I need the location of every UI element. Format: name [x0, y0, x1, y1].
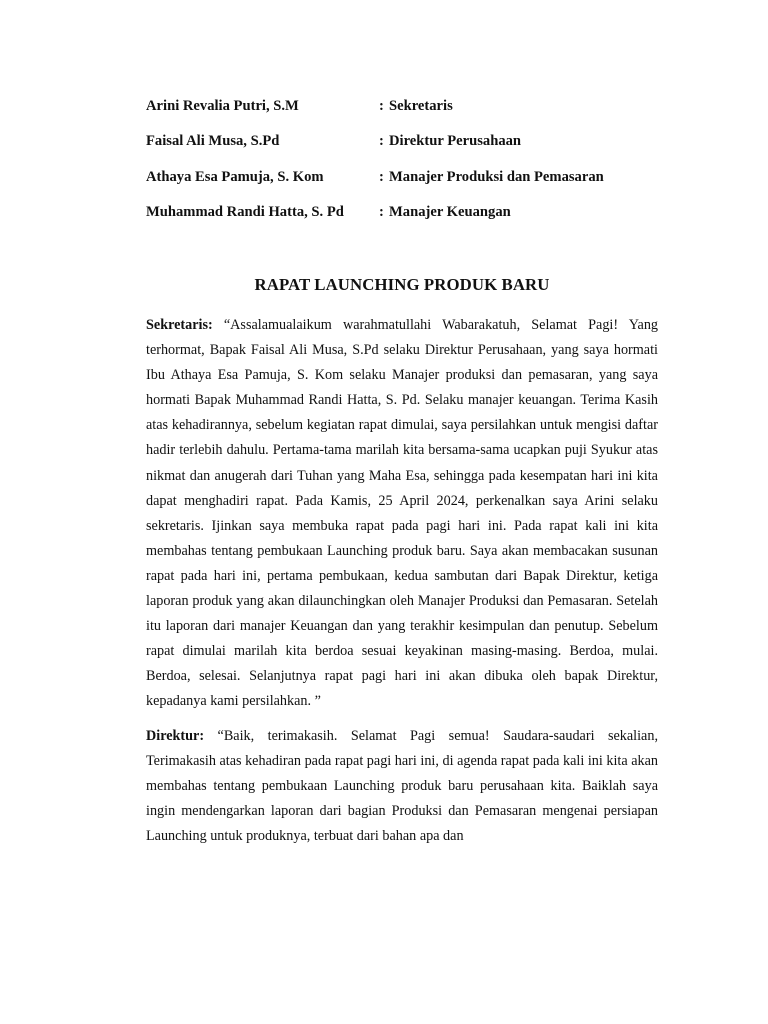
- speaker-label: Direktur:: [146, 727, 205, 744]
- attendee-name: Arini Revalia Putri, S.M: [146, 98, 299, 114]
- attendee-name: Athaya Esa Pamuja, S. Kom: [146, 168, 324, 185]
- attendee-row: [146, 98, 666, 133]
- speech-text: “Assalamualaikum warahmatullahi Wabarakatuh, Selamat Pagi! Yang terhormat, Bapak Faisal Ali Musa, S.Pd selaku Direktur Perusahaan, yang saya hormati Ibu Athaya Esa Pamuja, S. Kom selaku Manajer produksi dan pemasaran, yang saya hormati Bapak Muhammad Randi Hatta, S. Pd. Selaku manajer keuangan. Terima Kasih atas kehadirannya, sebelum kegiatan rapat dimulai, saya persilahkan untuk mengisi daftar hadir terlebih dahulu. Pertama-tama marilah kita bersama-sama ucapkan puji Syukur atas nikmat dan anugerah dari Tuhan yang Maha Esa, sehingga pada kesempatan hari ini kita dapat menghadiri rapat. Pada Kamis, 25 April 2024, perkenalkan saya Arini selaku sekretaris. Ijinkan saya membuka rapat pada pagi hari ini. Pada rapat kali ini kita membahas tentang pembukaan Launching produk baru. Saya akan membacakan susunan rapat pada hari ini, pertama pembukaan, kedua sambutan dari Bapak Direktur, ketiga laporan produk yang akan dilaunchingkan oleh Manajer Produksi dan Pemasaran. Setelah itu laporan dari manajer Keuangan dan yang terakhir kesimpulan dan penutup. Sebelum rapat dimulai marilah kita berdoa sesuai keyakinan masing-masing. Berdoa, mulai. Berdoa, selesai. Selanjutnya rapat pagi hari ini akan dibuka oleh bapak Direktur, kepadanya kami persilahkan. ”: [146, 317, 659, 710]
- attendee-name: Faisal Ali Musa, S.Pd: [146, 133, 280, 150]
- transcript-paragraph-direktur: [146, 724, 658, 849]
- attendee-list: [146, 98, 666, 239]
- attendee-separator: :: [379, 203, 384, 220]
- attendee-row: [146, 169, 666, 204]
- attendee-role: Direktur Perusahaan: [389, 133, 522, 150]
- meeting-transcript: [146, 313, 658, 858]
- attendee-role: Manajer Produksi dan Pemasaran: [389, 168, 604, 185]
- attendee-row: [146, 133, 666, 168]
- transcript-paragraph-sekretaris: [146, 313, 658, 715]
- speech-text: “Baik, terimakasih. Selamat Pagi semua! Saudara-saudari sekalian, Terimakasih atas kehadiran pada rapat pagi hari ini, di agenda rapat pada kali ini kita akan membahas tentang pembukaan Launching produk baru perusahaan kita. Baiklah saya ingin mendengarkan laporan dari bagian Produksi dan Pemasaran mengenai persiapan Launching untuk produknya, terbuat dari bahan apa dan: [146, 727, 658, 844]
- attendee-separator: :: [379, 168, 384, 185]
- attendee-role: Manajer Keuangan: [389, 203, 511, 220]
- document-title: RAPAT LAUNCHING PRODUK BARU: [254, 275, 550, 294]
- attendee-role: Sekretaris: [389, 98, 453, 114]
- attendee-name: Muhammad Randi Hatta, S. Pd: [146, 203, 344, 220]
- attendee-separator: :: [379, 98, 384, 114]
- attendee-separator: :: [379, 133, 384, 150]
- attendee-row: [146, 204, 666, 239]
- speaker-label: Sekretaris:: [146, 317, 213, 333]
